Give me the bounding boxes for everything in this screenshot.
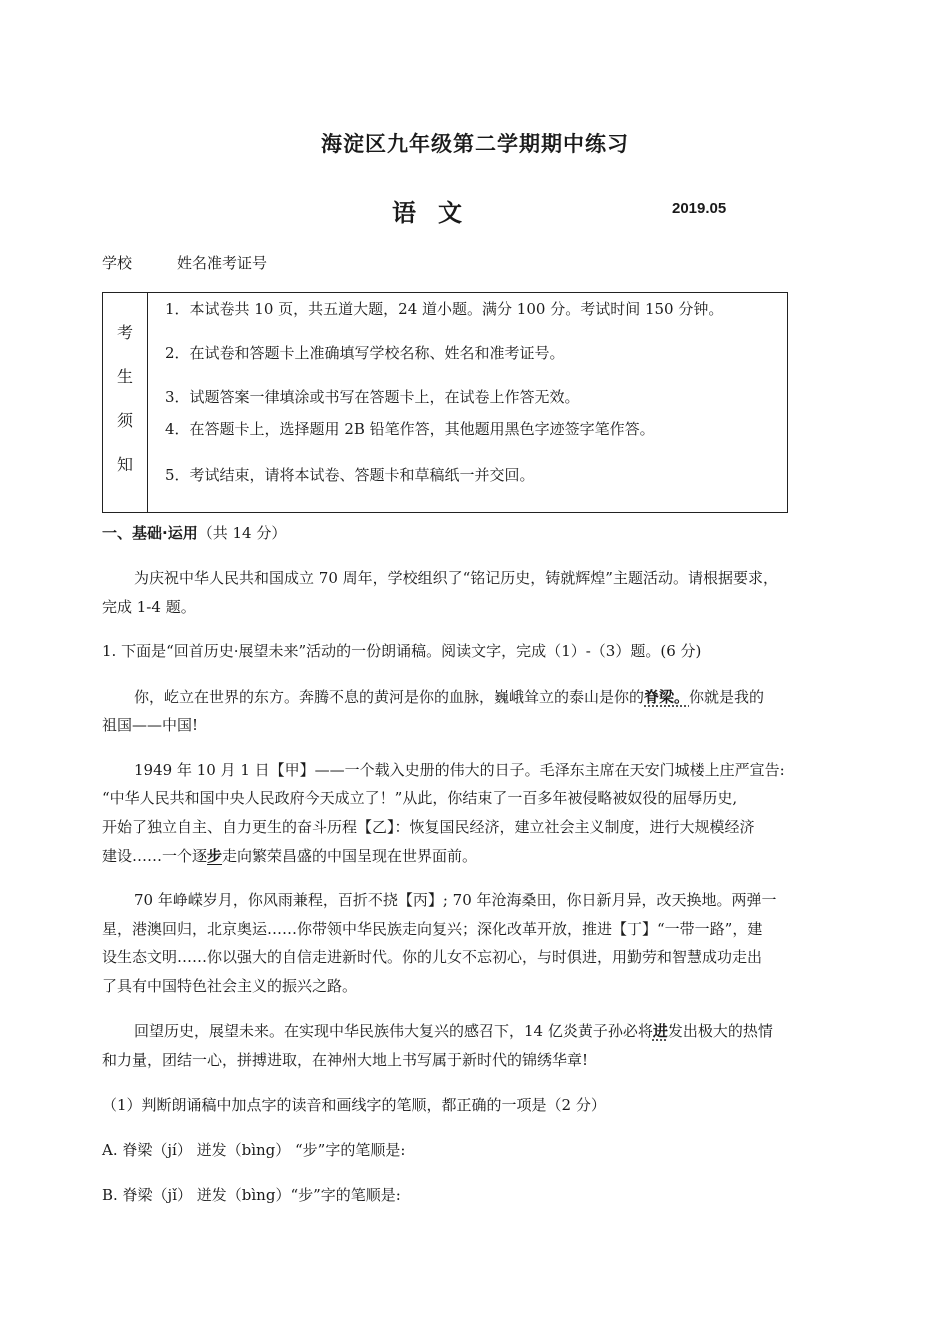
exam-notice-box bbox=[102, 292, 788, 513]
notice-item: 2．在试卷和答题卡上准确填写学校名称、姓名和准考证号。 bbox=[165, 344, 565, 362]
section-heading bbox=[102, 522, 286, 543]
notice-item: 5．考试结束，请将本试卷、答题卡和草稿纸一并交回。 bbox=[165, 466, 535, 484]
notice-item: 4．在答题卡上，选择题用 2B 铅笔作答，其他题用黑色字迹签字笔作答。 bbox=[165, 420, 655, 438]
intro-text: 为庆祝中华人民共和国成立 70 周年，学校组织了“铭记历史，铸就辉煌”主题活动。请根据要求， bbox=[134, 569, 778, 587]
passage-text: 你，屹立在世界的东方。奔腾不息的黄河是你的血脉，巍峨耸立的泰山是你的 bbox=[134, 688, 645, 706]
name-label: 姓名准考证号 bbox=[177, 254, 268, 272]
passage-line: 了具有中国特色社会主义的振兴之路。 bbox=[102, 977, 358, 995]
school-label: 学校 bbox=[102, 254, 133, 272]
passage-text: 发出极大的热情 bbox=[667, 1022, 773, 1040]
passage-line: 祖国——中国! bbox=[102, 716, 199, 734]
passage-line: 和力量，团结一心，拼搏进取，在神州大地上书写属于新时代的锦绣华章! bbox=[102, 1051, 589, 1069]
dotted-char: 进 bbox=[652, 1022, 668, 1040]
passage-line: 设生态文明……你以强大的自信走进新时代。你的儿女不忘初心，与时俱进，用勤劳和智慧成功走出 bbox=[102, 948, 763, 966]
notice-item: 3．试题答案一律填涂或书写在答题卡上，在试卷上作答无效。 bbox=[165, 388, 580, 406]
notice-item: 1．本试卷共 10 页，共五道大题，24 道小题。满分 100 分。考试时间 150 分钟。 bbox=[165, 300, 724, 318]
passage-line: 1949 年 10 月 1 日【甲】——一个载入史册的伟大的日子。毛泽东主席在天安门城楼上庄严宣告: bbox=[134, 761, 785, 779]
passage-line: 70 年峥嵘岁月，你风雨兼程，百折不挠【丙】; 70 年沧海桑田，你日新月异，改天换地。两弹一 bbox=[134, 891, 777, 909]
intro-text: 完成 1-4 题。 bbox=[102, 598, 196, 616]
section-score: （共 14 分） bbox=[197, 524, 287, 542]
notice-divider bbox=[147, 293, 148, 512]
passage-text: 建设……一个逐 bbox=[102, 847, 208, 865]
notice-heading-char: 须 bbox=[116, 411, 133, 430]
passage-line bbox=[102, 845, 477, 866]
notice-heading-char: 知 bbox=[116, 455, 133, 474]
passage-line bbox=[134, 686, 764, 707]
dotted-word: 脊梁。 bbox=[644, 688, 690, 706]
passage-text: 走向繁荣昌盛的中国呈现在世界面前。 bbox=[222, 847, 478, 865]
notice-heading-char: 生 bbox=[116, 367, 133, 386]
passage-text: 你就是我的 bbox=[689, 688, 765, 706]
passage-line: 开始了独立自主、自力更生的奋斗历程【乙】：恢复国民经济，建立社会主义制度，进行大规模经济 bbox=[102, 818, 755, 836]
subject-title: 语文 bbox=[392, 199, 484, 227]
passage-line bbox=[134, 1020, 773, 1041]
sub-question: （1）判断朗诵稿中加点字的读音和画线字的笔顺，都正确的一项是（2 分） bbox=[102, 1096, 606, 1114]
option-b: B. 脊梁（jǐ） 迸发（bìng）“步”字的笔顺是: bbox=[102, 1186, 401, 1204]
passage-text: 回望历史，展望未来。在实现中华民族伟大复兴的感召下，14 亿炎黄子孙必将 bbox=[134, 1022, 653, 1040]
question-1: 1. 下面是“回首历史·展望未来”活动的一份朗诵稿。阅读文字，完成（1）-（3）题。(6 分) bbox=[102, 642, 702, 660]
exam-date: 2019.05 bbox=[672, 200, 727, 217]
notice-heading-char: 考 bbox=[116, 323, 133, 342]
section-title: 一、基础·运用 bbox=[102, 524, 198, 542]
passage-line: 星，港澳回归，北京奥运……你带领中华民族走向复兴；深化改革开放，推进【丁】“一带一路”，建 bbox=[102, 920, 763, 938]
page-title: 海淀区九年级第二学期期中练习 bbox=[321, 132, 629, 156]
passage-line: “中华人民共和国中央人民政府今天成立了！”从此，你结束了一百多年被侵略被奴役的屈辱历史, bbox=[102, 789, 738, 807]
underlined-char: 步 bbox=[207, 847, 223, 865]
option-a: A. 脊梁（jí） 迸发（bìng） “步”字的笔顺是: bbox=[102, 1141, 406, 1159]
